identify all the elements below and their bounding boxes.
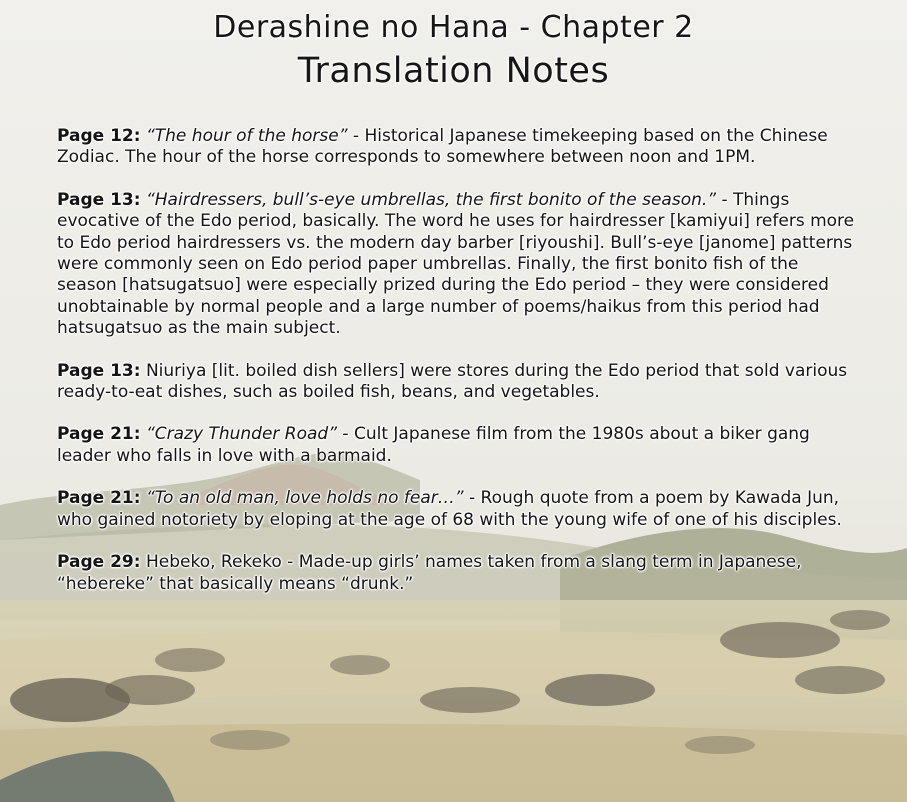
note-page-ref: Page 13: [57,360,141,381]
note-item [57,361,857,404]
note-text: - Cult Japanese film from the 1980s about a biker gang leader who falls in love with a barmaid. [57,424,810,466]
note-page-ref: Page 12: [57,126,141,146]
note-page-ref: Page 21: [57,424,141,445]
page-heading: Translation Notes [297,51,610,91]
note-text: Niuriya [lit. boiled dish sellers] were stores during the Edo period that sold various ready-to-eat dishes, such as boiled fish, beans, and vegetables. [57,360,848,403]
note-quote: “Hairdressers, bull’s-eye umbrellas, the first bonito of the season.” [145,189,717,210]
note-item [57,552,857,595]
note-quote: “The hour of the horse” [145,126,348,146]
note-item [57,424,857,467]
note-text: - Rough quote from a poem by Kawada Jun, who gained notoriety by eloping at the age of 68 with the young wife of one of his disciples. [57,488,842,530]
note-page-ref: Page 29: [57,552,141,573]
note-item [57,190,857,340]
note-text: Hebeko, Rekeko - Made-up girls’ names taken from a slang term in Japanese, “hebereke” that basically means “drunk.” [57,552,802,594]
note-page-ref: Page 13: [57,189,141,210]
note-text: - Historical Japanese timekeeping based on the Chinese Zodiac. The hour of the horse corresponds to somewhere between noon and 1PM. [57,126,828,168]
note-page-ref: Page 21: [57,488,141,509]
note-quote: “Crazy Thunder Road” [145,424,338,445]
note-item [57,488,857,531]
note-text: - Things evocative of the Edo period, basically. The word he uses for hairdresser [kamiyui] refers more to Edo period hairdressers vs. the modern day barber [riyoushi]. Bull’s-eye [janome] patterns were commonly seen on Edo period paper umbrellas. Finally, the first bonito fish of the season [hatsugatsuo] were especially prized during the Edo period – they were considered unobtainable by normal people and a large number of poems/haikus from this period had hatsugatsuo as the main subject. [57,189,855,339]
notes-list [57,126,857,616]
note-quote: “To an old man, love holds no fear…” [145,488,464,509]
note-item [57,126,857,169]
chapter-title: Derashine no Hana - Chapter 2 [213,10,694,45]
